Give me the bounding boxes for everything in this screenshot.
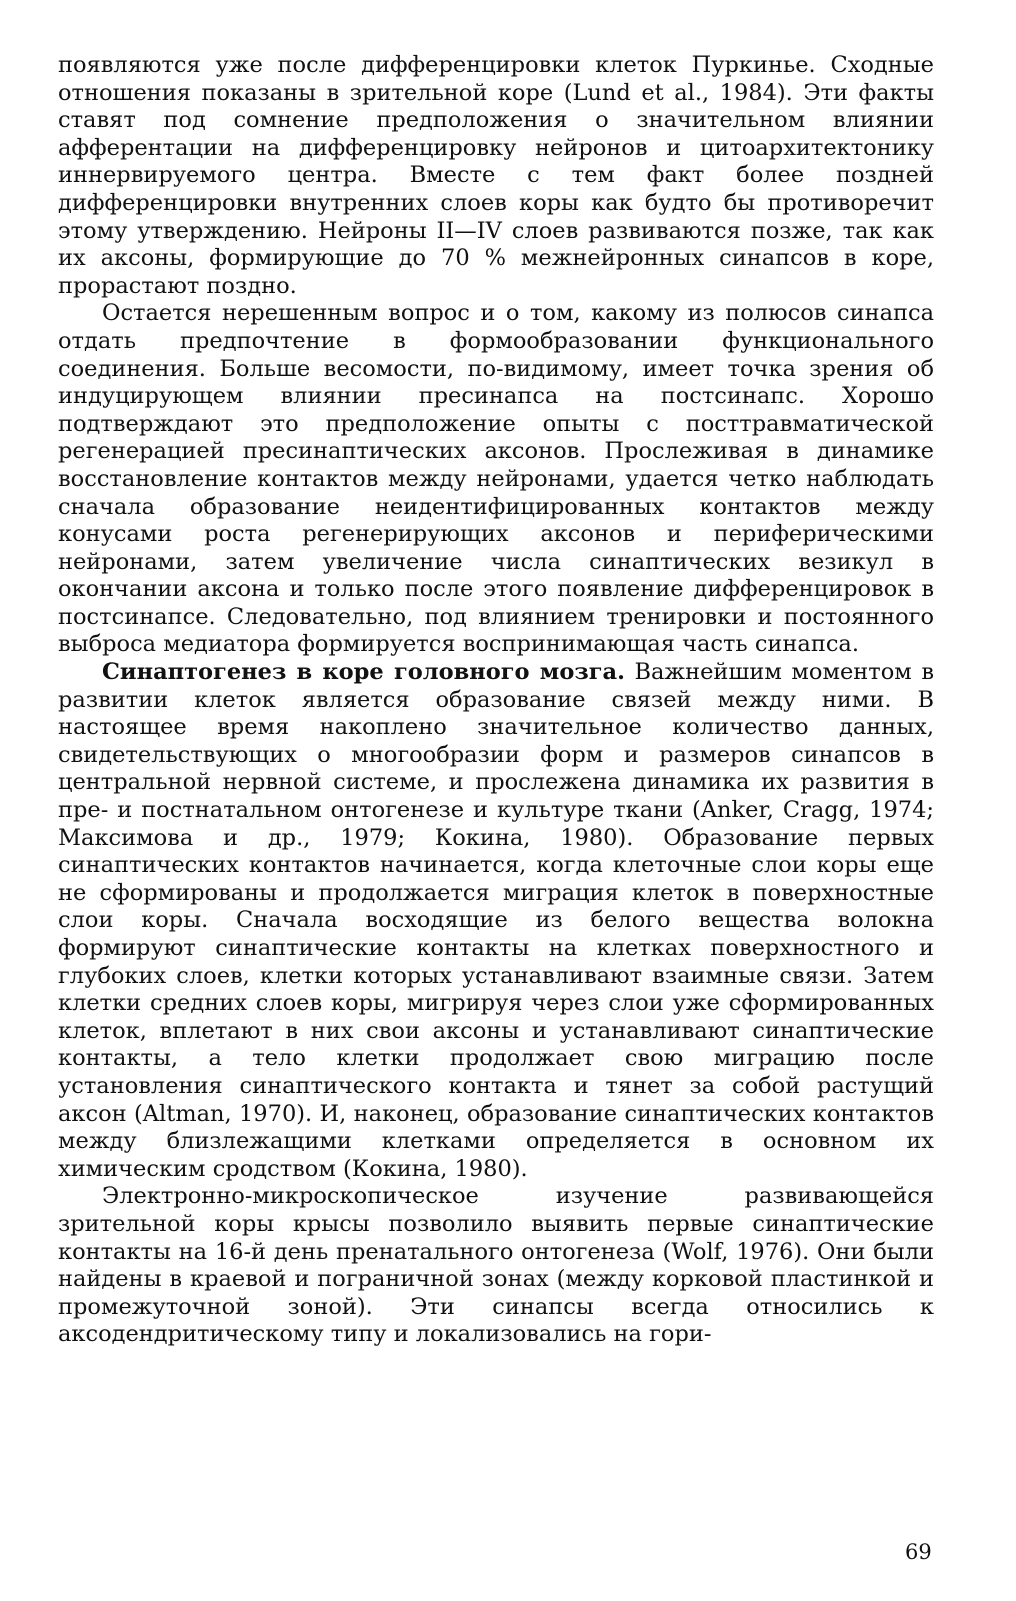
paragraph-synapse-polarity: Остается нерешенным вопрос и о том, какому из полюсов синапса отдать предпочтение в формообразовании функционального соединения. Больше весомости, по-видимому, имеет точка зрения об индуцирующем влиянии пресинапса на постсинапс. Хорошо подтверждают это предположение опыты с посттравматической регенерацией пресинаптических аксонов. Прослеживая в динамике восстановление контактов между нейронами, удается четко наблюдать сначала образование неидентифицированных контактов между конусами роста регенерирующих аксонов и периферическими нейронами, затем увеличение числа синаптических везикул в окончании аксона и только после этого появление дифференцировок в постсинапсе. Следовательно, под влиянием тренировки и постоянного выброса медиатора формируется воспринимающая часть синапса. [58,300,934,658]
page-number: 69 [905,1540,932,1564]
paragraph-synaptogenesis-text: Важнейшим моментом в развитии клеток является образование связей между ними. В настоящее время накоплено значительное количество данных, свидетельствующих о многообразии форм и размеров синапсов в центральной нервной системе, и прослежена динамика их развития в пре- и постнатальном онтогенезе и культуре ткани (Anker, Cragg, 1974; Максимова и др., 1979; Кокина, 1980). Образование первых синаптических контактов начинается, когда клеточные слои коры еще не сформированы и продолжается миграция клеток в поверхностные слои коры. Сначала восходящие из белого вещества волокна формируют синаптические контакты на клетках поверхностного и глубоких слоев, клетки которых устанавливают взаимные связи. Затем клетки средних слоев коры, мигрируя через слои уже сформированных клеток, вплетают в них свои аксоны и устанавливают синаптические контакты, а тело клетки продолжает свою миграцию после установления синаптического контакта и тянет за собой растущий аксон (Altman, 1970). И, наконец, образование синаптических контактов между близлежащими клетками определяется в основном их химическим сродством (Кокина, 1980). [58,659,934,1182]
paragraph-synaptogenesis [58,659,934,1183]
paragraph-electron-microscopy: Электронно-микроскопическое изучение развивающейся зрительной коры крысы позволило выявить первые синаптические контакты на 16-й день пренатального онтогенеза (Wolf, 1976). Они были найдены в краевой и пограничной зонах (между корковой пластинкой и промежуточной зоной). Эти синапсы всегда относились к аксодендритическому типу и локализовались на гори- [58,1183,934,1348]
book-page [58,52,934,1349]
section-title: Синаптогенез в коре головного мозга. [102,659,625,686]
paragraph-continuation: появляются уже после дифференцировки клеток Пуркинье. Сходные отношения показаны в зрительной коре (Lund et al., 1984). Эти факты ставят под сомнение предположения о значительном влиянии афферентации на дифференцировку нейронов и цитоархитектонику иннервируемого центра. Вместе с тем факт более поздней дифференцировки внутренних слоев коры как будто бы противоречит этому утверждению. Нейроны II—IV слоев развиваются позже, так как их аксоны, формирующие до 70 % межнейронных синапсов в коре, прорастают поздно. [58,52,934,299]
